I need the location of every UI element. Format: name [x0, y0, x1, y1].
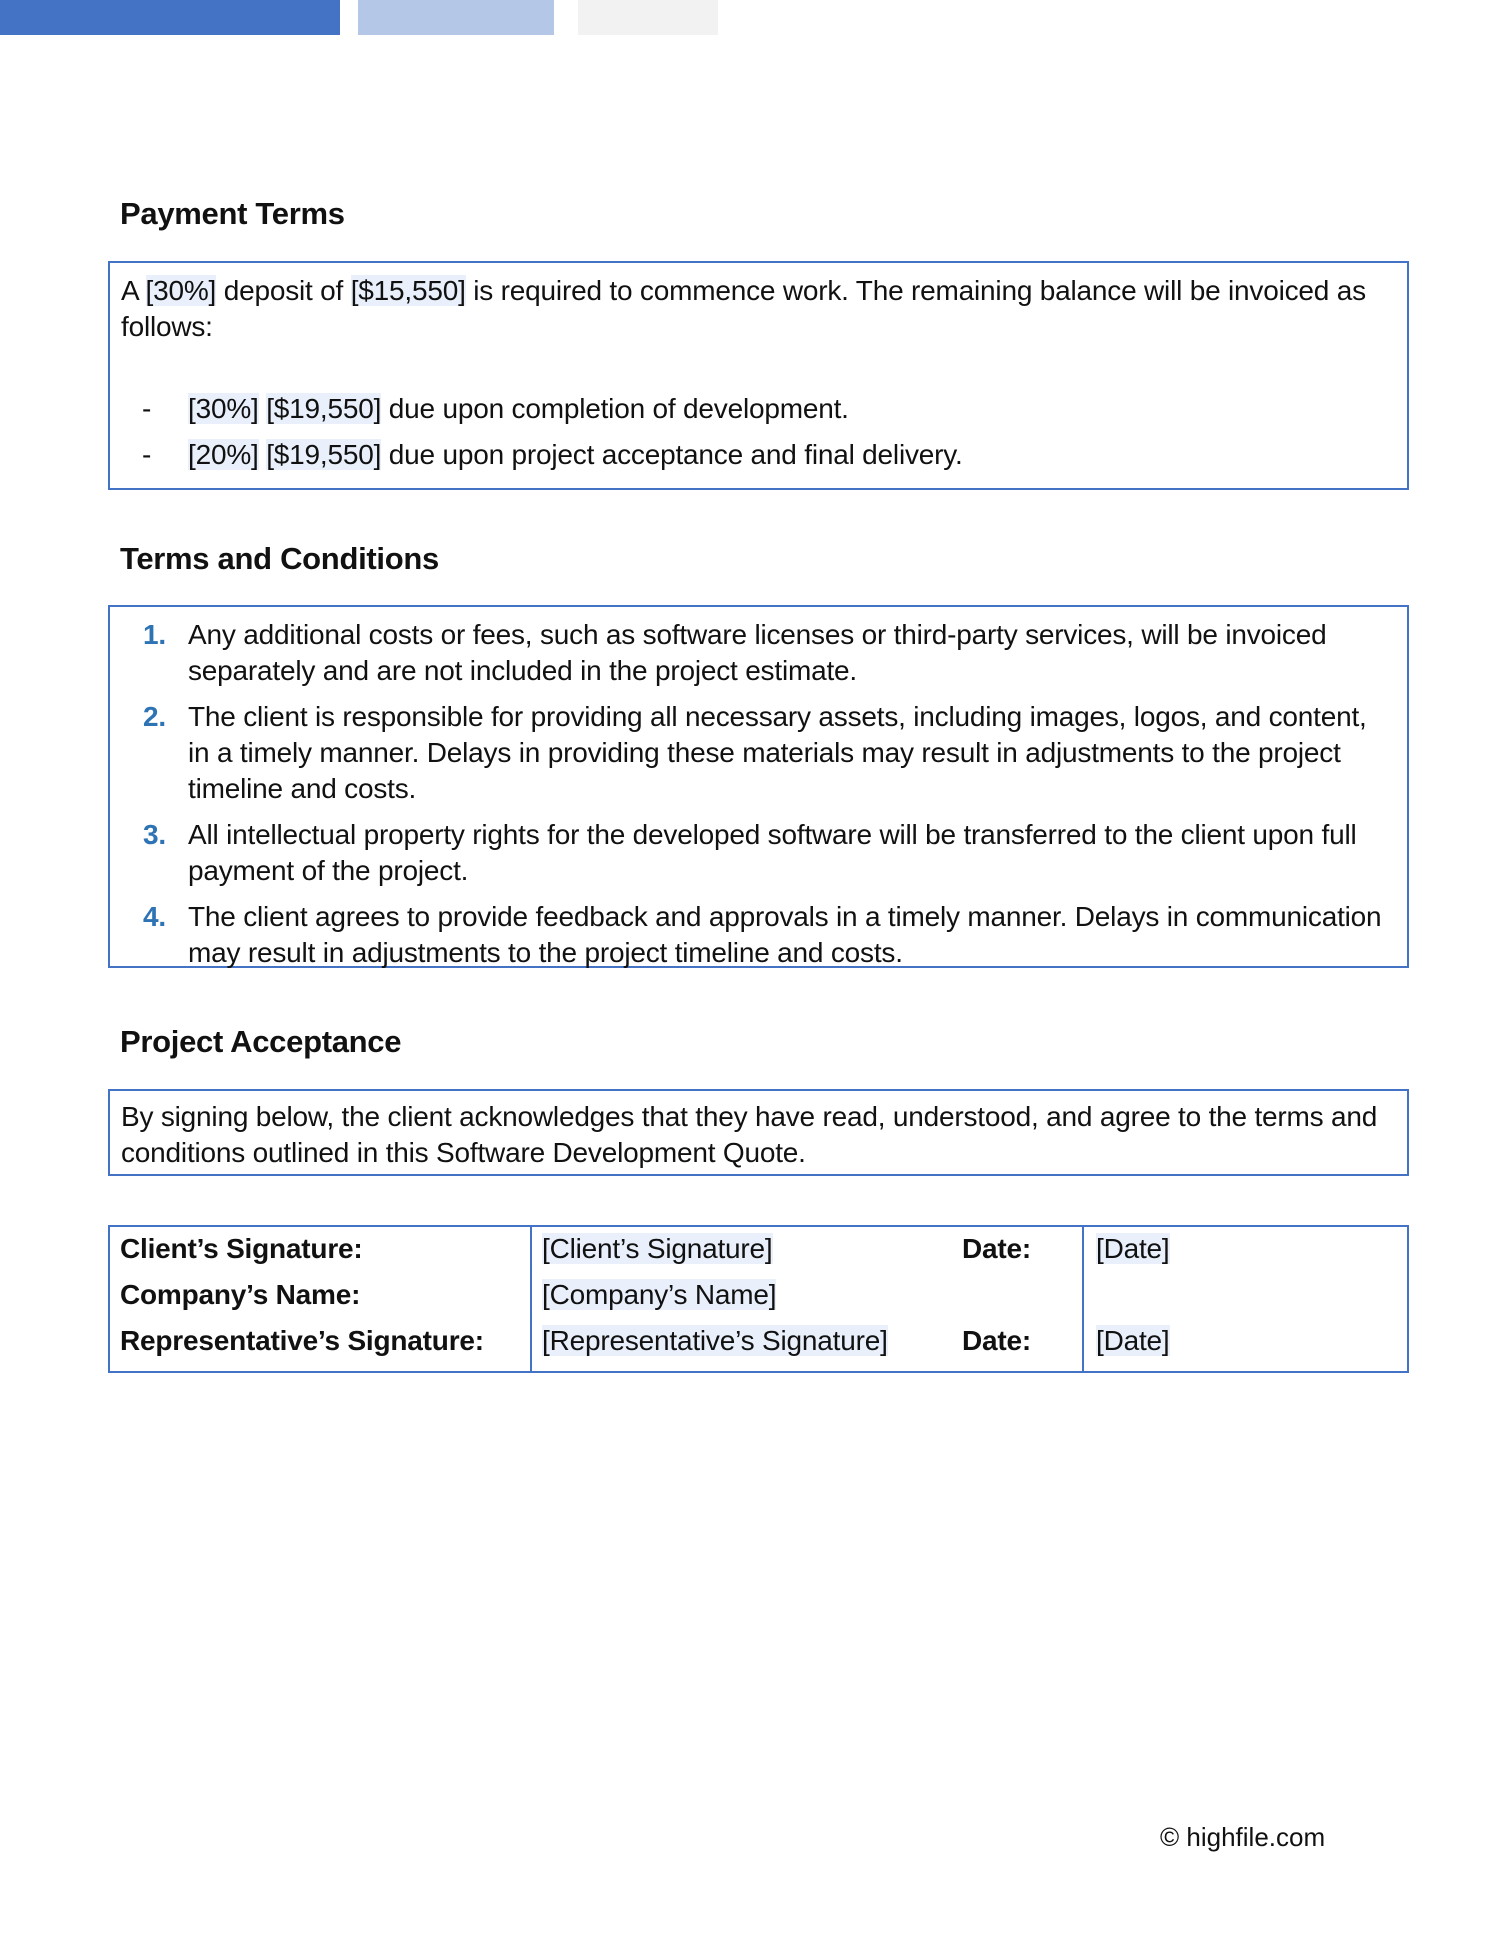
item-number: 2.: [143, 701, 166, 732]
date-label: Date:: [962, 1325, 1032, 1356]
payment-intro: A [30%] deposit of [$15,550] is required to commence work. The remaining balance will be invoiced as follows:: [121, 275, 1366, 342]
company-name-field[interactable]: [Company’s Name]: [542, 1279, 777, 1310]
list-item: 3. All intellectual property rights for the developed software will be transferred to the client upon full payment of the project.: [143, 819, 1357, 886]
payment-schedule-list: [121, 391, 1397, 473]
item-number: 4.: [143, 901, 166, 932]
footer-copyright: © highfile.com: [1160, 1822, 1326, 1852]
list-item: 4. The client agrees to provide feedback and approvals in a timely manner. Delays in communication may result in adjustments to the project timeline and costs.: [143, 901, 1382, 968]
installment-percent-field[interactable]: [20%]: [188, 439, 259, 470]
client-date-field[interactable]: [Date]: [1096, 1233, 1170, 1264]
installment-amount-field[interactable]: [$19,550]: [266, 439, 382, 470]
acceptance-heading: Project Acceptance: [120, 1024, 402, 1059]
acceptance-box: By signing below, the client acknowledges that they have read, understood, and agree to the terms and conditions outlined in this Software Development Quote.: [108, 1089, 1409, 1176]
representative-signature-field[interactable]: [Representative’s Signature]: [542, 1325, 888, 1356]
header-accent-bar-light: [358, 0, 554, 35]
deposit-amount-field[interactable]: [$15,550]: [350, 275, 466, 306]
table-row: [109, 1226, 1408, 1273]
company-name-cell: [531, 1273, 952, 1319]
client-signature-field[interactable]: [Client’s Signature]: [542, 1233, 773, 1264]
terms-heading: Terms and Conditions: [120, 541, 439, 576]
table-row: [109, 1273, 1408, 1319]
representative-signature-label: Representative’s Signature:: [120, 1325, 484, 1356]
list-item: 1. Any additional costs or fees, such as software licenses or third-party services, will be invoiced separately and are not included in the project estimate.: [143, 619, 1327, 686]
item-number: 1.: [143, 619, 166, 650]
dash-bullet: -: [142, 393, 152, 424]
client-date-cell: [1083, 1226, 1408, 1273]
list-item: - [20%] [$19,550] due upon project acceptance and final delivery.: [121, 437, 1397, 473]
terms-list: [121, 617, 1387, 971]
header-accent-bar-dark: [0, 0, 340, 35]
payment-terms-box: [108, 261, 1409, 490]
client-signature-cell: [531, 1226, 952, 1273]
list-item: 2. The client is responsible for providing all necessary assets, including images, logos, and content, in a timely manner. Delays in providing these materials may result in adjustments to the project timeline and costs.: [143, 701, 1367, 804]
installment-amount-field[interactable]: [$19,550]: [266, 393, 382, 424]
deposit-percent-field[interactable]: [30%]: [145, 275, 217, 306]
item-number: 3.: [143, 819, 166, 850]
list-item: - [30%] [$19,550] due upon completion of development.: [121, 391, 1397, 427]
company-name-label: Company’s Name:: [120, 1279, 361, 1310]
dash-bullet: -: [142, 439, 152, 470]
installment-percent-field[interactable]: [30%]: [188, 393, 259, 424]
terms-box: [108, 605, 1409, 968]
representative-date-cell: [1083, 1319, 1408, 1372]
signature-table: [108, 1225, 1409, 1373]
representative-date-field[interactable]: [Date]: [1096, 1325, 1170, 1356]
client-signature-label: Client’s Signature:: [120, 1233, 363, 1264]
representative-signature-cell: [531, 1319, 952, 1372]
table-row: [109, 1319, 1408, 1372]
date-label: Date:: [962, 1233, 1032, 1264]
header-accent-bar-gray: [578, 0, 718, 35]
payment-terms-heading: Payment Terms: [120, 196, 345, 231]
